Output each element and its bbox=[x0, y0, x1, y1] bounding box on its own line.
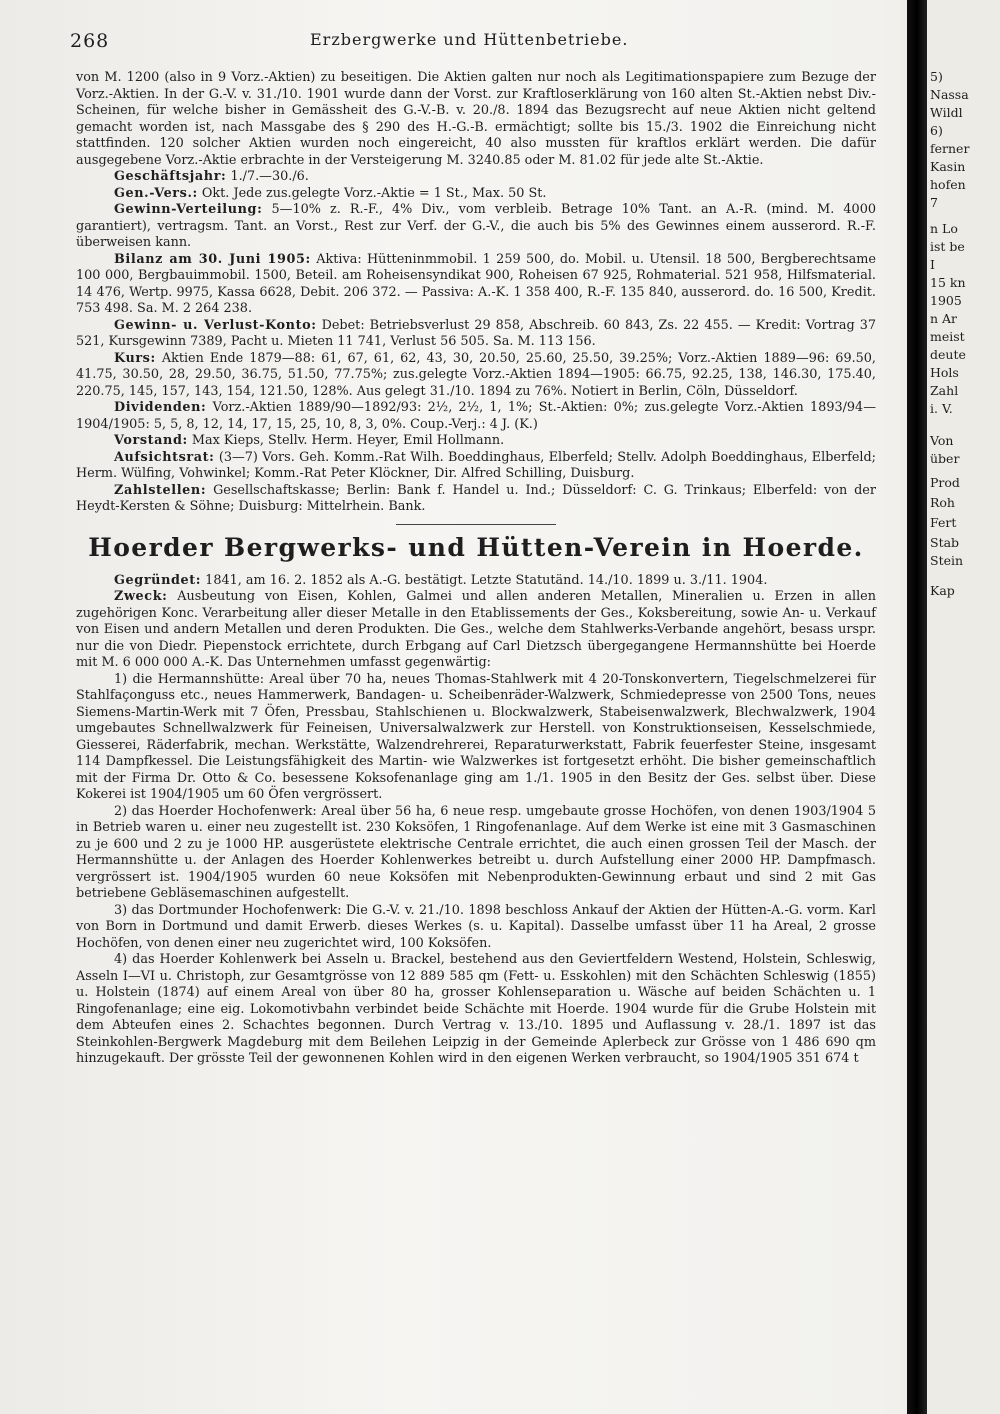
fragment-text: ferner bbox=[930, 141, 970, 156]
article-paragraph: 3) das Dortmunder Hochofenwerk: Die G.-V. v. 21./10. 1898 beschloss Ankauf der Aktien der Hütten-A.-G. vorm. Karl von Born in Dortmund und damit Erwerb. dieses Werkes (s. u. Kapital). Dasselbe umfasst über 11 ha Areal, 2 grosse Hochöfen, von denen einer neu zugerichtet wird, 100 Koksöfen. bbox=[76, 902, 876, 951]
page-header bbox=[70, 30, 910, 56]
entry bbox=[76, 573, 876, 590]
fragment-text: Stab bbox=[930, 535, 960, 550]
fragment-text: Kap bbox=[930, 583, 955, 598]
entry bbox=[76, 589, 876, 672]
entry-text: (3—7) Vors. Geh. Komm.-Rat Wilh. Boeddinghaus, Elberfeld; Stellv. Adolph Boeddinghaus, Elberfeld; Herm. Wülfing, Vohwinkel; Komm.-Rat Peter Klöckner, Dir. Alfred Schilling, Duisburg. bbox=[76, 449, 876, 481]
entry bbox=[76, 351, 876, 401]
entry-label: Gen.-Vers.: bbox=[114, 185, 198, 201]
entry bbox=[76, 202, 876, 252]
entry-text: 5—10% z. R.-F., 4% Div., vom verbleib. Betrage 10% Tant. an A.-R. (mind. M. 4000 garantiert), vertragsm. Tant. an Vorst., Rest zur Verf. der G.-V., die auch bis 5% des Gewinnes einem ausserord. R.-F. überweisen kann. bbox=[76, 202, 876, 250]
fragment-text: über bbox=[930, 451, 960, 466]
fragment-text: Fert bbox=[930, 515, 957, 530]
fragment-text: Nassa bbox=[930, 87, 969, 102]
entry-label: Zahlstellen: bbox=[114, 482, 207, 498]
continued-paragraph: von M. 1200 (also in 9 Vorz.-Aktien) zu beseitigen. Die Aktien galten nur noch als Legitimationspapiere zum Bezuge der Vorz.-Aktien. In der G.-V. v. 31./10. 1901 wurde dann der Vorst. zur Kraftloserklärung von 160 alten St.-Aktien nebst Div.-Scheinen, für welche bisher in Gemässheit des G.-V.-B. v. 20./8. 1894 das Bezugsrecht auf neue Aktien nicht geltend gemacht worden ist, nach Massgabe des § 290 des H.-G.-B. ermächtigt; sollte bis 15./3. 1902 die Einreichung nicht stattfinden. 120 solcher Aktien wurden noch eingereicht, 40 also mussten für kraftlos erklärt werden. Die dafür ausgegebene Vorz.-Aktie erbrachte in der Versteigerung M. 3240.85 oder M. 81.02 für jede alte St.-Aktie. bbox=[76, 70, 876, 168]
entry bbox=[76, 169, 876, 186]
fragment-text: Wildl bbox=[930, 105, 963, 120]
article-paragraph: 4) das Hoerder Kohlenwerk bei Asseln u. Brackel, bestehend aus den Geviertfeldern Westend, Holstein, Schleswig, Asseln I—VI u. Christoph, zur Gesamtgrösse von 12 889 585 qm (Fett- u. Esskohlen) mit den Schächten Schleswig (1855) u. Holstein (1874) auf einem Areal von über 80 ha, grosser Kohlenseparation u. Wäsche auf beiden Schächten u. 1 Ringofenanlage; eine eig. Lokomotivbahn verbindet beide Schächte mit Hoerde. 1904 wurde für die Grube Holstein mit dem Abteufen eines 2. Schachtes begonnen. Durch Vertrag v. 13./10. 1895 und Auflassung v. 28./1. 1897 ist das Steinkohlen-Bergwerk Magdeburg mit dem Beilehen Leipzig in der Gemeinde Aplerbeck zur Grösse von 1 486 690 qm hinzugekauft. Der grösste Teil der gewonnenen Kohlen wird in den eigenen Werken verbraucht, so 1904/1905 351 674 t bbox=[76, 952, 876, 1066]
entry-label: Dividenden: bbox=[114, 400, 207, 415]
article-paragraphs bbox=[76, 672, 876, 1068]
company-article bbox=[76, 533, 876, 1068]
main-column bbox=[76, 70, 876, 1068]
entry bbox=[76, 450, 876, 483]
entry-text: Aktiva: Hütteninmmobil. 1 259 500, do. Mobil. u. Utensil. 18 500, Bergberechtsame 100 000, Bergbauimmobil. 1500, Beteil. am Roheisensyndikat 900, Roheisen 67 925, Rohmaterial. 521 958, Hilfsmaterial. 14 476, Wertp. 9975, Kassa 6628, Debit. 206 372. — Passiva: A.-K. 1 358 400, R.-F. 135 840, ausserord. do. 16 500, Kredit. 753 498. Sa. M. 2 264 238. bbox=[76, 251, 876, 316]
fragment-text: 5) bbox=[930, 69, 943, 84]
entry-label: Kurs: bbox=[114, 350, 156, 366]
entry bbox=[76, 400, 876, 433]
fragment-text: n Lo bbox=[930, 221, 958, 236]
binding-gutter bbox=[907, 0, 927, 1414]
entry-text: Vorz.-Aktien 1889/90—1892/93: 2½, 2½, 1, 1%; St.-Aktien: 0%; zus.gelegte Vorz.-Aktien 1893/94—1904/1905: 5, 5, 8, 12, 14, 17, 15, 25, 10, 8, 3, 0%. Coup.-Verj.: 4 J. (K.) bbox=[76, 400, 876, 432]
entry-text: 1./7.—30./6. bbox=[230, 169, 309, 184]
entry-label: Aufsichtsrat: bbox=[114, 449, 215, 465]
article-entries bbox=[76, 573, 876, 672]
entry-text: Gesellschaftskasse; Berlin: Bank f. Handel u. Ind.; Düsseldorf: C. G. Trinkaus; Elberfeld: von der Heydt-Kersten & Söhne; Duisburg: Mittelrhein. Bank. bbox=[76, 482, 876, 514]
entry-label: Vorstand: bbox=[114, 433, 188, 448]
entry bbox=[76, 483, 876, 516]
previous-entries bbox=[76, 169, 876, 516]
fragment-text: Stein bbox=[930, 553, 964, 568]
fragment-text: Roh bbox=[930, 495, 955, 510]
running-title: Erzbergwerke und Hüttenbetriebe. bbox=[310, 30, 629, 49]
adjacent-page-edge bbox=[928, 0, 1000, 1414]
entry-text: Okt. Jede zus.gelegte Vorz.-Aktie = 1 St., Max. 50 St. bbox=[201, 185, 547, 201]
entry-text: Max Kieps, Stellv. Herm. Heyer, Emil Hollmann. bbox=[191, 433, 505, 448]
article-paragraph: 1) die Hermannshütte: Areal über 70 ha, neues Thomas-Stahlwerk mit 4 20-Tonskonvertern, Tiegelschmelzerei für Stahlfaçonguss etc., neues Hammerwerk, Bandagen- u. Scheibenräder-Walzwerk, Schmiedepresse von 2500 Tons, neues Siemens-Martin-Werk mit 7 Öfen, Pressbau, Stahlschienen u. Blockwalzwerk, Stabeisenwalzwerk, Blechwalzwerk, 1904 umgebautes Schnellwalzwerk für Feineisen, Universalwalzwerk zur Herstell. von Konstruktionseisen, Kesselschmiede, Giesserei, Räderfabrik, mechan. Werkstätte, Walzendrehrerei, Reparaturwerkstatt, Fabrik feuerfester Steine, insgesamt 114 Dampfkessel. Die Leistungsfähigkeit des Martin- wie Walzwerkes ist fortgesetzt erhöht. Die bisher gemeinschaftlich mit der Firma Dr. Otto & Co. besessene Koksofenanlage ging am 1./1. 1905 in den Besitz der Ges. selbst über. Diese Kokerei ist 1904/1905 um 60 Öfen vergrössert. bbox=[76, 671, 876, 802]
fragment-text: n Ar bbox=[930, 311, 958, 326]
fragment-text: Zahl bbox=[930, 383, 959, 398]
fragment-text: ist be bbox=[930, 239, 965, 254]
fragment-text: meist bbox=[930, 329, 965, 344]
entry bbox=[76, 433, 876, 450]
entry-label: Gewinn- u. Verlust-Konto: bbox=[114, 317, 317, 333]
page-number: 268 bbox=[70, 30, 110, 52]
entry bbox=[76, 186, 876, 203]
fragment-text: Von bbox=[930, 433, 954, 448]
fragment-text: hofen bbox=[930, 177, 966, 192]
company-title: Hoerder Bergwerks- und Hütten-Verein in Hoerde. bbox=[88, 532, 864, 562]
fragment-text: Prod bbox=[930, 475, 960, 490]
entry-text: Debet: Betriebsverlust 29 858, Abschreib. 60 843, Zs. 22 455. — Kredit: Vortrag 37 521, Kursgewinn 7389, Pacht u. Mieten 11 741, Verlust 56 505. Sa. M. 113 156. bbox=[76, 317, 876, 349]
fragment-text: I bbox=[930, 257, 935, 272]
fragment-text: i. V. bbox=[930, 401, 953, 416]
fragment-text: Hols bbox=[930, 365, 959, 380]
section-divider bbox=[396, 524, 556, 525]
entry-label: Gegründet: bbox=[114, 572, 202, 588]
entry bbox=[76, 318, 876, 351]
entry-text: Ausbeutung von Eisen, Kohlen, Galmei und allen anderen Metallen, Mineralien u. Erzen in allen zugehörigen Konc. Verarbeitung aller dieser Metalle in den Etablissements der Ges., Koksbereitung, sowie An- u. Verkauf von Eisen und andern Metallen und deren Produkten. Die Ges., welche dem Stahlwerks-Verbande angehört, besass urspr. nur die von Diedr. Piepenstock errichtete, durch Erbgang auf Carl Dietzsch übergegangene Hermannshütte bei Hoerde mit M. 6 000 000 A.-K. Das Unternehmen umfasst gegenwärtig: bbox=[76, 589, 876, 670]
entry-text: Aktien Ende 1879—88: 61, 67, 61, 62, 43, 30, 20.50, 25.60, 25.50, 39.25%; Vorz.-Aktien 1889—96: 69.50, 41.75, 30.50, 28, 29.50, 36.75, 51.50, 77.75%; zus.gelegte Vorz.-Aktien 1894—1905: 66.75, 92.25, 138, 146.30, 175.40, 220.75, 145, 157, 143, 154, 121.50, 128%. Aus gelegt 31./10. 1894 zu 76%. Notiert in Berlin, Cöln, Düsseldorf. bbox=[76, 350, 877, 399]
fragment-text: 7 bbox=[930, 195, 938, 210]
fragment-text: 15 kn bbox=[930, 275, 966, 290]
entry-label: Geschäftsjahr: bbox=[114, 169, 227, 184]
entry-label: Zweck: bbox=[114, 589, 168, 604]
fragment-text: 1905 bbox=[930, 293, 962, 308]
fragment-text: 6) bbox=[930, 123, 943, 138]
entry-label: Bilanz am 30. Juni 1905: bbox=[114, 251, 311, 267]
previous-company-section bbox=[76, 70, 876, 516]
entry-text: 1841, am 16. 2. 1852 als A.-G. bestätigt. Letzte Statutänd. 14./10. 1899 u. 3./11. 1904. bbox=[205, 572, 768, 588]
entry-label: Gewinn-Verteilung: bbox=[114, 202, 263, 217]
article-paragraph: 2) das Hoerder Hochofenwerk: Areal über 56 ha, 6 neue resp. umgebaute grosse Hochöfen, von denen 1903/1904 5 in Betrieb waren u. einer neu zugestellt ist. 230 Koksöfen, 1 Ringofenanlage. Auf dem Werke ist eine mit 3 Gasmaschinen zu je 600 und 2 zu je 1000 HP. ausgerüstete elektrische Centrale errichtet, die auch einen grossen Teil der Masch. der Hermannshütte u. der Anlagen des Hoerder Kohlenwerkes betreibt u. durch Aufstellung einer 2000 HP. Dampfmasch. vergrössert ist. 1904/1905 wurden 60 neue Koksöfen mit Nebenprodukten-Gewinnung erbaut und sind 2 mit Gas betriebene Gebläsemaschinen aufgestellt. bbox=[76, 803, 876, 901]
fragment-text: deute bbox=[930, 347, 966, 362]
entry bbox=[76, 252, 876, 318]
fragment-text: Kasin bbox=[930, 159, 966, 174]
